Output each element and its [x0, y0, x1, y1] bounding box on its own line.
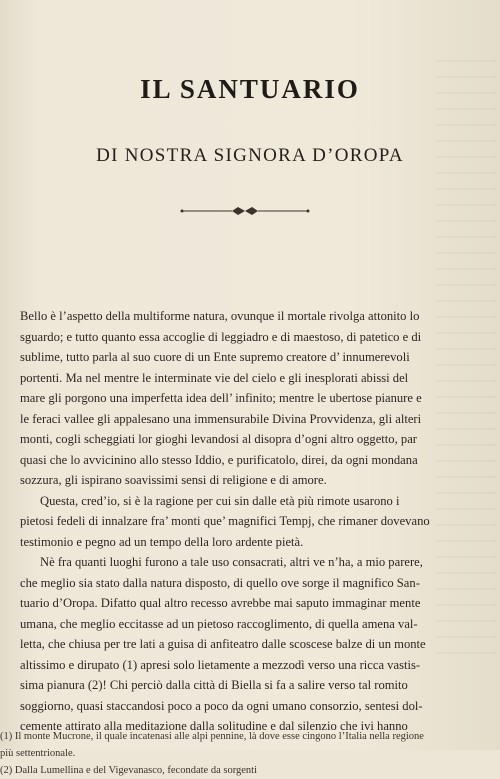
paragraph-3	[20, 552, 483, 737]
text-line: cemente attirato alla meditazione dalla solitudine e dal silenzio che ivi hanno	[20, 719, 408, 733]
text-line: Nè fra quanti luoghi furono a tale uso consacrati, altri ve n’ha, a mio parere,	[40, 555, 423, 569]
page-title: IL SANTUARIO	[140, 74, 360, 104]
text-line: quasi che lo avvicinino allo stesso Iddio, e purificatolo, direi, da ogni mondana	[20, 452, 418, 467]
footnote-line: (2) Dalla Lumellina e del Vigevanasco, fecondate da sorgenti	[0, 765, 258, 776]
text-line: altissimo e dirupato (1) apresi solo lietamente a mezzodì verso una ricca vastis-	[20, 657, 421, 672]
text-line: monti, cogli scheggiati lor gioghi levandosi al disopra d’ogni altro oggetto, par	[20, 432, 417, 446]
text-line: che meglio sia stato dalla natura disposto, di quello ove sorge il magnifico San-	[20, 575, 420, 590]
body-text	[20, 306, 483, 737]
text-line: soggiorno, quasi staccandosi poco a poco da ogni umano consorzio, sentesi dol-	[20, 698, 423, 713]
text-line: le feraci vallee gli appalesano una immensurabile Divina Provvidenza, gli alteri	[20, 411, 422, 426]
text-line: sima pianura (2)! Chi perciò dalla città di Biella si fa a salire verso tal romito	[20, 678, 408, 692]
text-line: umana, che meglio eccitasse ad un pietoso raccoglimento, di quella amena val-	[20, 616, 418, 631]
text-line: letta, che chiusa per tre lati a guisa di anfiteatro dalle scoscese balze di un monte	[20, 637, 426, 651]
text-line: sguardo; e tutto quanto essa accoglie di leggiadro e di maestoso, di patetico e di	[20, 329, 422, 344]
paragraph-1	[20, 306, 483, 491]
text-line: sozzura, gli ispirano soavissimi sensi di religione e di amore.	[20, 473, 327, 487]
text-line: tuario d’Oropa. Difatto qual altro recesso avrebbe mai saputo immaginar mente	[20, 596, 421, 610]
decorative-rule-ornament	[180, 205, 310, 217]
page-subtitle: DI NOSTRA SIGNORA D’OROPA	[96, 145, 404, 166]
text-line: Bello è l’aspetto della multiforme natura, ovunque il mortale rivolga attonito lo	[20, 309, 420, 323]
text-line: sublime, tutto parla al suo cuore di un Ente supremo creatore d’ innumerevoli	[20, 350, 410, 364]
text-line: portenti. Ma nel mentre le interminate vie del cielo e gli inesplorati abissi del	[20, 370, 409, 385]
footnotes	[0, 728, 500, 779]
text-line: testimonio e pegno ad un tempo della loro ardente pietà.	[20, 534, 304, 549]
footnote-line: (1) Il monte Mucrone, il quale incatenasi alle alpi pennine, là dove esse cingono l’Italia nella regione	[0, 731, 424, 742]
text-line: mare gli porgono una imperfetta idea dell’ infinito; mentre le ubertose pianure e	[20, 391, 422, 405]
text-line: Questa, cred’io, si è la ragione per cui sin dalle età più rimote usarono i	[40, 493, 400, 508]
text-line: pietosi fedeli di innalzare fra’ monti que’ magnifici Tempj, che rimaner dovevano	[20, 514, 430, 528]
footnote-line: più settentrionale.	[0, 748, 76, 759]
paragraph-2	[20, 491, 483, 553]
